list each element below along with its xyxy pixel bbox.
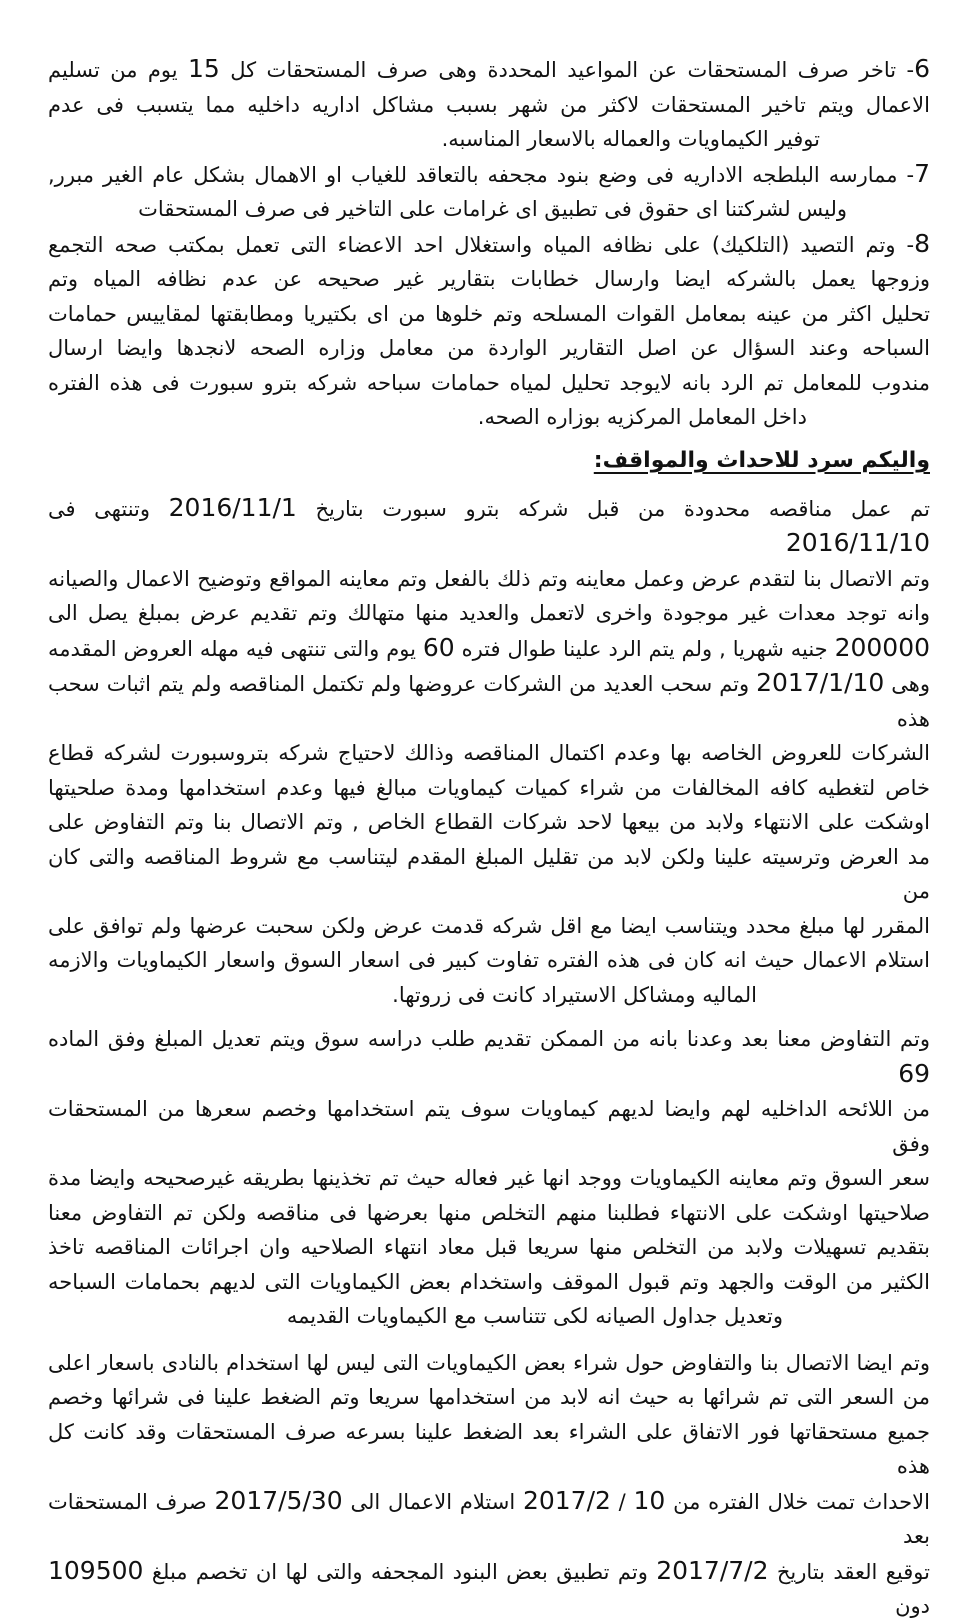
text-line: السباحه وعند السؤال عن اصل التقارير الواردة من معامل وزاره الصحه لانجدها وايضا ارسال (48, 336, 930, 360)
numbered-item-8 (48, 227, 930, 435)
text-line: وتعديل جداول الصيانه لكى تتناسب مع الكيماويات القديمه (286, 1304, 783, 1328)
text-line: المقرر لها مبلغ محدد ويتناسب ايضا مع اقل شركه قدمت عرض ولكن سحبت عرضها ولم توافق على (48, 913, 930, 938)
text-line: مد العرض وترسيته علينا ولكن لابد من تقليل المبلغ المقدم ليتناسب مع شروط المناقصه والتى كان من (48, 844, 930, 903)
text-line: وتم الاتصال بنا لتقدم عرض وعمل معاينه وتم ذلك بالفعل وتم معاينه المواقع وتوضيح الاعمال والصيانه (48, 566, 930, 591)
paragraph-purchases-dates (48, 1346, 930, 1624)
text-line: تحليل اكثر من عينه بمعامل القوات المسلحه وتم خلوها من اى بكتيريا ومطابقتها لمقاييس حمامات (48, 301, 930, 326)
text-line: جميع مستحقاتها فور الاتفاق على الشراء بعد الضغط علينا بسرعه صرف المستحقات وقد كانت كل هذه (48, 1419, 930, 1478)
text-line: 6- تاخر صرف المستحقات عن المواعيد المحددة وهى صرف المستحقات كل 15 يوم من تسليم (48, 54, 930, 83)
text-line: خاص لتغطيه كافه المخالفات من شراء كميات كيماويات مبالغ فيها وعدم استخدامها ومدة صلحيتها (48, 775, 930, 800)
text-line: من اللائحه الداخليه لهم وايضا لديهم كيماويات سوف يتم استخدامها وخصم سعرها من المستحقات وفق (48, 1097, 930, 1156)
text-line: توفير الكيماويات والعماله بالاسعار المناسبه. (441, 127, 820, 151)
paragraph-tender-events (48, 491, 930, 1013)
text-line: توقيع العقد بتاريخ 2017/7/2 وتم تطبيق بعض البنود المجحفه والتى لها ان تخصم مبلغ 109500 دون (48, 1555, 931, 1618)
numbered-item-7 (48, 157, 930, 227)
text-line: الماليه ومشاكل الاستيراد كانت فى زروتها. (392, 982, 757, 1007)
paragraph-negotiation-chemicals (48, 1022, 930, 1334)
text-line: وزوجها يعمل بالشركه ايضا وارسال خطابات بتقارير غير صحيحه عن عدم نظافه المياه وتم (48, 267, 930, 291)
text-line: الكثير من الوقت والجهد وتم قبول الموقف واستخدام بعض الكيماويات التى لديهم بحمامات السباحه (48, 1269, 930, 1294)
text-line: 200000 جنيه شهريا , ولم يتم الرد علينا طوال فتره 60 يوم والتى تنتهى فيه مهله العروض المقدمه (48, 632, 931, 662)
text-line: داخل المعامل المركزيه بوزاره الصحه. (477, 405, 807, 429)
text-line: 8- وتم التصيد (التلكيك) على نظافه المياه واستغلال احد الاعضاء التى تعمل بمكتب صحه التجمع (48, 228, 930, 258)
text-line: الشركات للعروض الخاصه بها وعدم اكتمال المناقصه وذالك لاحتياج شركه بتروسبورت لشركه قطاع (48, 741, 930, 765)
text-line: وانه توجد معدات غير موجودة واخرى لاتعمل والعديد منها متهالك وتم تقديم عرض بمبلغ يصل الى (48, 601, 930, 625)
text-line: مندوب للمعامل تم الرد بانه لايوجد تحليل لمياه حمامات سباحه شركه بترو سبورت فى هذه الفتره (48, 370, 930, 395)
text-line: وتم التفاوض معنا بعد وعدنا بانه من الممكن تقديم طلب دراسه سوق ويتم تعديل المبلغ وفق الماده 69 (48, 1027, 930, 1088)
text-line: وهى 2017/1/10 وتم سحب العديد من الشركات عروضها ولم تكتمل المناقصه ولم يتم اثبات سحب هذه (48, 668, 930, 731)
text-line: الاعمال ويتم تاخير المستحقات لاكثر من شهر بسبب مشاكل اداريه داخليه مما يتسبب فى عدم (48, 92, 930, 117)
text-line: بتقديم تسهيلات ولابد من التخلص منها سريعا قبل معاد انتهاء الصلاحيه وان اجرائات المناقصه تاخذ (48, 1235, 930, 1259)
text-line: اوشكت على الانتهاء ولابد من بيعها لاحد شركات القطاع الخاص , وتم الاتصال بنا وتم التفاوض على (48, 810, 930, 834)
text-line: سعر السوق وتم معاينه الكيماويات ووجد انها غير فعاله حيث تم تخذينها بطريقه غيرصحيحه وايضا مدة (48, 1166, 930, 1190)
numbered-item-6 (48, 52, 930, 157)
section-heading: واليكم سرد للاحداث والمواقف: (593, 447, 930, 473)
text-line: وتم ايضا الاتصال بنا والتفاوض حول شراء بعض الكيماويات التى ليس لها استخدام بالنادى باسعار اعلى (48, 1350, 930, 1375)
text-line: صلاحيتها اوشكت على الانتهاء فطلبنا منهم التخلص منها بعرضها فى مناقصه ولكن تم التفاوض معنا (48, 1200, 930, 1225)
text-line: الاحداث تمت خلال الفتره من 10 / 2017/2 استلام الاعمال الى 2017/5/30 صرف المستحقات بعد (48, 1485, 930, 1548)
text-line: تم عمل مناقصه محدودة من قبل شركه بترو سبورت بتاريخ 2016/11/1 وتنتهى فى 2016/11/10 (48, 492, 930, 557)
text-line: استلام الاعمال حيث انه كان فى هذه الفتره تفاوت كبير فى اسعار السوق واسعار الكيماويات والازمه (48, 948, 930, 972)
text-line: وليس لشركتنا اى حقوق فى تطبيق اى غرامات على التاخير فى صرف المستحقات (138, 197, 847, 221)
text-line: 7- ممارسه البلطجه الاداريه فى وضع بنود مجحفه بالتعاقد للغياب او الاهمال بشكل عام الغير مبرر, (48, 158, 930, 188)
text-line: من السعر التى تم شرائها به حيث انه لابد من استخدامها سريعا وتم الضغط علينا فى شرائها وخصم (48, 1385, 930, 1409)
